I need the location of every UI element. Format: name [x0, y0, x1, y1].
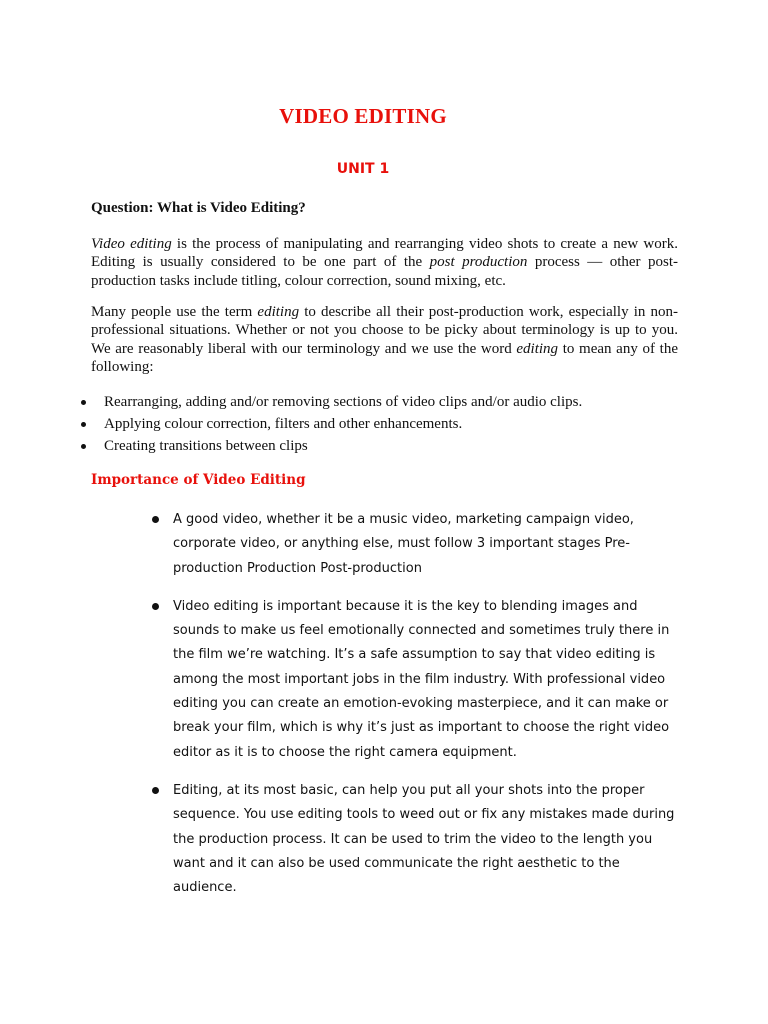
- list-item: [77, 413, 697, 435]
- terminology-paragraph: [91, 303, 678, 377]
- list-item-text: Editing, at its most basic, can help you put all your shots into the proper sequence. You use editing tools to weed out or fix any mistakes made during the production process. It can be used to trim the video to the length you want and it can also be used communicate the right aesthetic to the audience.: [173, 782, 675, 896]
- list-item-text: Rearranging, adding and/or removing sections of video clips and/or audio clips.: [104, 394, 583, 410]
- bullet-icon: [81, 422, 86, 427]
- bullet-icon: [152, 516, 159, 523]
- bullet-icon: [81, 400, 86, 405]
- terminology-text-a: Many people use the term: [91, 304, 258, 320]
- unit-heading: UNIT 1: [336, 161, 390, 177]
- document-title: VIDEO EDITING: [279, 104, 447, 128]
- term-editing-1: editing: [257, 304, 300, 320]
- bullet-icon: [152, 603, 159, 610]
- list-item: [77, 435, 697, 457]
- editing-tasks-list: [77, 391, 697, 457]
- list-item-text: Video editing is important because it is the key to blending images and sounds to make us feel emotionally connected and sometimes truly there in the film we’re watching. It’s a safe assumption to say that video editing is among the most important jobs in the film industry. With professional video editing you can create an emotion-evoking masterpiece, and it can make or break your film, which is why it’s just as important to choose the right video editor as it is to choose the right camera equipment.: [173, 598, 670, 760]
- list-item: [150, 595, 680, 765]
- definition-text-a: is the process of manipulating and rearranging video shots to create a new work. Editing is usually considered to be one part of the: [91, 236, 678, 271]
- term-post-production: post production: [429, 254, 528, 271]
- question-heading: Question: What is Video Editing?: [91, 200, 306, 216]
- terminology-text-c: to mean any of the following:: [91, 340, 678, 376]
- bullet-icon: [81, 444, 86, 449]
- term-video-editing: Video editing: [91, 236, 172, 252]
- list-item-text: Creating transitions between clips: [104, 438, 308, 454]
- terminology-text-b: to describe all their post-production work, especially in non-professional situations. Whether or not you choose to be picky about terminology is up to you. We are reasonably liberal with our terminology and we use the word: [91, 304, 678, 357]
- list-item-text: A good video, whether it be a music video, marketing campaign video, corporate video, or anything else, must follow 3 important stages Pre-production Production Post-production: [173, 512, 634, 576]
- bullet-icon: [152, 787, 159, 794]
- importance-list: [150, 508, 680, 914]
- definition-paragraph: [91, 235, 678, 290]
- importance-heading: Importance of Video Editing: [91, 472, 306, 488]
- list-item: [77, 391, 697, 413]
- definition-text-b: process — other post-production tasks include titling, colour correction, sound mixing, etc.: [91, 254, 678, 289]
- list-item-text: Applying colour correction, filters and other enhancements.: [104, 416, 463, 432]
- term-editing-2: editing: [516, 340, 559, 357]
- list-item: [150, 508, 680, 581]
- list-item: [150, 779, 680, 900]
